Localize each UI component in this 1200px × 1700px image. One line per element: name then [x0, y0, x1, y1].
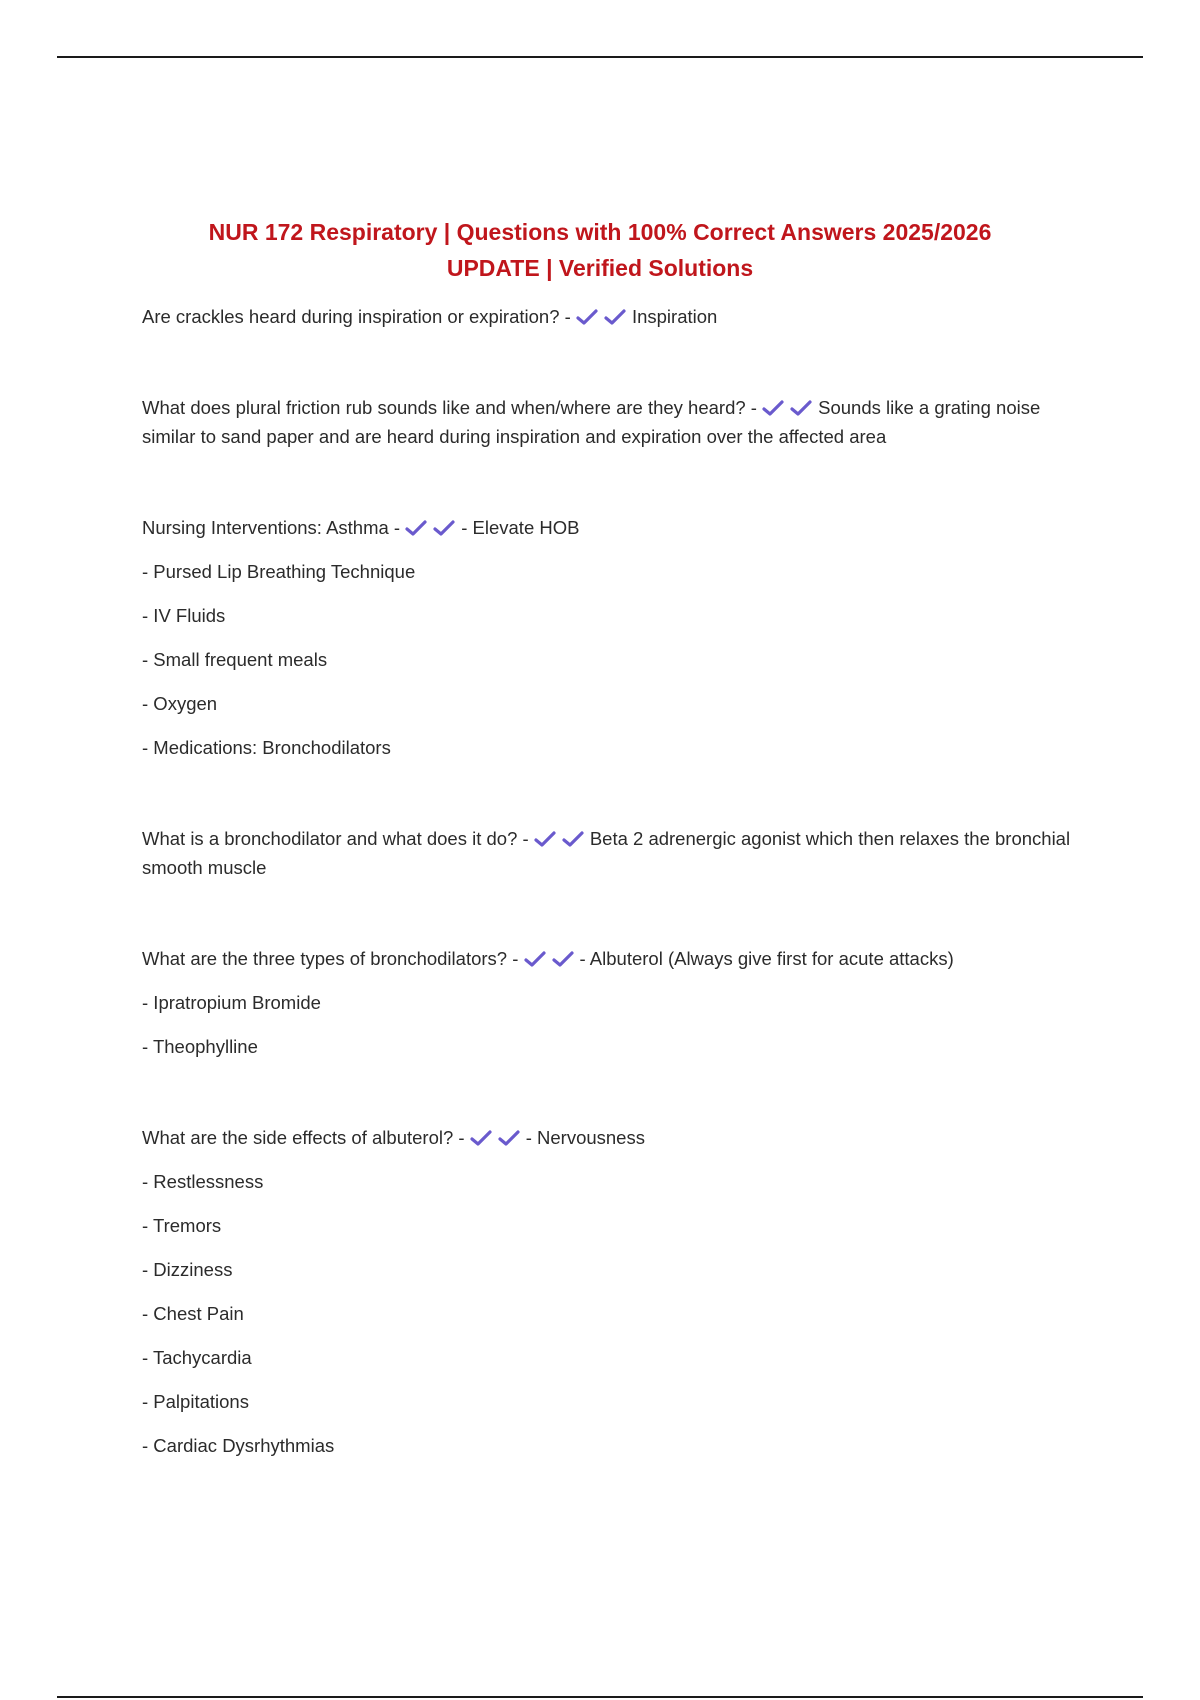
qa-lead	[142, 302, 1072, 331]
question-text: What are the side effects of albuterol? -	[142, 1127, 465, 1148]
bottom-rule	[57, 1696, 1143, 1698]
checkmark-icon	[498, 1130, 520, 1146]
qa-item	[142, 302, 1072, 331]
top-rule	[57, 56, 1143, 58]
answer-bullet: - Chest Pain	[142, 1303, 244, 1324]
checkmark-icon	[604, 309, 626, 325]
answer-bullet: - Medications: Bronchodilators	[142, 737, 391, 758]
title-line-1: NUR 172 Respiratory | Questions with 100% Correct Answers 2025/2026	[208, 219, 992, 245]
question-text: What is a bronchodilator and what does it do? -	[142, 828, 529, 849]
checkmark-icon	[470, 1130, 492, 1146]
answer-bullet: - Palpitations	[142, 1391, 249, 1412]
answer-bullet: - Tremors	[142, 1215, 222, 1236]
checkmark-icon	[552, 951, 574, 967]
answer-text: Sounds like a grating noise similar to sand paper and are heard during inspiration and expiration over the affected area	[142, 397, 1041, 447]
qa-lead	[142, 824, 1072, 882]
checkmark-icon	[524, 951, 546, 967]
qa-item	[142, 944, 1072, 1061]
qa-lead	[142, 944, 1072, 973]
answer-text: - Albuterol (Always give first for acute attacks)	[579, 948, 954, 969]
answer-text: - Elevate HOB	[461, 517, 580, 538]
qa-item	[142, 393, 1072, 451]
qa-list	[142, 302, 1072, 1460]
answer-text: - Nervousness	[525, 1127, 645, 1148]
qa-lead	[142, 1123, 1072, 1152]
question-text: Are crackles heard during inspiration or expiration? -	[142, 306, 571, 327]
answer-bullet: - Ipratropium Bromide	[142, 992, 321, 1013]
checkmark-icon	[433, 520, 455, 536]
answer-bullet: - Pursed Lip Breathing Technique	[142, 561, 416, 582]
checkmark-icon	[762, 400, 784, 416]
question-text: What does plural friction rub sounds like and when/where are they heard? -	[142, 397, 757, 418]
answer-bullet: - Small frequent meals	[142, 649, 328, 670]
qa-item	[142, 1123, 1072, 1460]
checkmark-icon	[790, 400, 812, 416]
answer-bullet: - Dizziness	[142, 1259, 233, 1280]
checkmark-icon	[562, 831, 584, 847]
title-line-2: UPDATE | Verified Solutions	[446, 255, 754, 281]
answer-text: Inspiration	[631, 306, 718, 327]
question-text: Nursing Interventions: Asthma -	[142, 517, 401, 538]
answer-text: Beta 2 adrenergic agonist which then relaxes the bronchial smooth muscle	[142, 828, 1071, 878]
document-title	[130, 214, 1070, 286]
answer-bullet: - IV Fluids	[142, 605, 226, 626]
qa-lead	[142, 513, 1072, 542]
checkmark-icon	[405, 520, 427, 536]
qa-item	[142, 513, 1072, 762]
checkmark-icon	[576, 309, 598, 325]
answer-bullet: - Theophylline	[142, 1036, 258, 1057]
checkmark-icon	[534, 831, 556, 847]
answer-bullet: - Cardiac Dysrhythmias	[142, 1435, 335, 1456]
question-text: What are the three types of bronchodilators? -	[142, 948, 519, 969]
answer-bullet: - Tachycardia	[142, 1347, 252, 1368]
answer-bullet: - Restlessness	[142, 1171, 264, 1192]
qa-item	[142, 824, 1072, 882]
answer-bullet: - Oxygen	[142, 693, 218, 714]
qa-lead	[142, 393, 1072, 451]
